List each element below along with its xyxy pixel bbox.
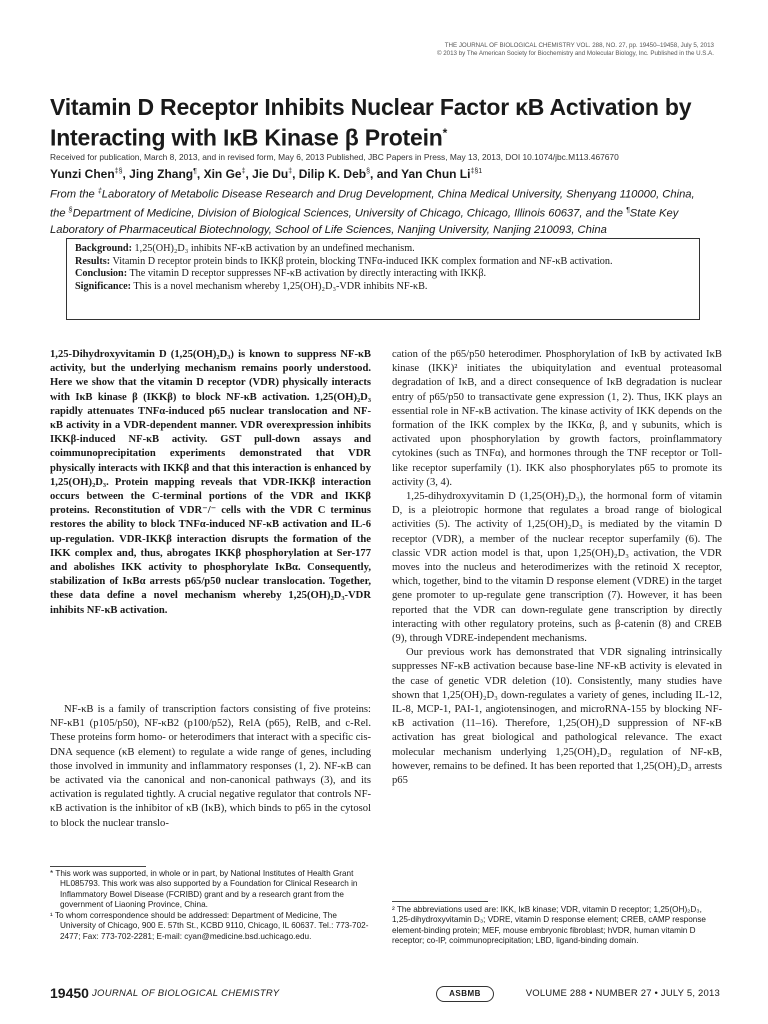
issue-info: VOLUME 288 • NUMBER 27 • JULY 5, 2013 [525, 988, 720, 999]
footnote-funding: * This work was supported, in whole or in part, by National Institutes of Health Grant HL085793. This work was also supported by a Foundation for Clinical Research in Inflammatory Bowel Disease (FCRIBD) grant and by a research grant from the government of Liaoning Province, China. [50, 869, 358, 909]
article-title [50, 94, 720, 151]
page-footer [50, 985, 720, 1003]
footnotes-left [50, 869, 371, 943]
page-number: 19450 [50, 985, 89, 1001]
intro-paragraph-1-cont: cation of the p65/p50 heterodimer. Phosphorylation of IκB by activated IκB kinase (IKK)² initiates the ubiquitylation and eventual proteasomal degradation of IκB, and a direct consequence of IκB degradation is nuclear entry of p65/p50 to transactivate gene expression (1, 2). Thus, IKK plays an essential role in NF-κB activation. The kinase activity of IKK depends on the formation of the IKK complex by the IKKα, β, and γ subunits, which is activated upon phosphorylation by growth factors, proinflammatory cytokines (such as TNFα), and hormones through the TNF receptor or Toll-like receptor superfamily (1). IKK also phosphorylates p65 to promote its activity (3, 4). [392, 349, 722, 488]
title-footnote-mark: * [442, 126, 448, 140]
summary-results: Results: Vitamin D receptor protein binds to IKKβ protein, blocking TNFα-induced IKK complex formation and NF-κB activation. [75, 255, 613, 267]
author-list: Yunzi Chen‡§, Jing Zhang¶, Xin Ge‡, Jie Du‡, Dilip K. Deb§, and Yan Chun Li$^{\ddagger\S 1}$ [50, 167, 483, 181]
author: Yunzi Chen‡§ [50, 167, 123, 181]
journal-citation-line: THE JOURNAL OF BIOLOGICAL CHEMISTRY VOL. 288, NO. 27, pp. 19450–19458, July 5, 2013 [444, 42, 714, 49]
footnote-divider [392, 901, 488, 902]
journal-name: JOURNAL OF BIOLOGICAL CHEMISTRY [92, 988, 280, 999]
summary-background: Background: 1,25(OH)₂D₃ inhibits NF-κB activation by an undefined mechanism. [75, 243, 415, 254]
abstract: 1,25-Dihydroxyvitamin D (1,25(OH)₂D₃) is known to suppress NF-κB activity, but the underlying mechanism remains poorly understood. Here we show that the vitamin D receptor (VDR) physically interacts with IκB kinase β (IKKβ) to block NF-κB activation. 1,25(OH)₂D₃ rapidly attenuates TNFα-induced p65 nuclear translocation and NF-κB activity in a VDR-dependent manner. VDR overexpression inhibits IKKβ-induced NF-κB activity. GST pull-down assays and coimmunoprecipitation experiments demonstrated that VDR physically interacts with IKKβ and that this interaction is enhanced by 1,25(OH)₂D₃. Protein mapping reveals that VDR-IKKβ interaction occurs between the C-terminal portions of the VDR and IKKβ proteins. Reconstitution of VDR⁻/⁻ cells with the VDR C terminus restores the ability to block TNFα-induced NF-κB activation and IL-6 up-regulation. VDR-IKKβ interaction disrupts the formation of the IKK complex and, thus, abrogates IKKβ phosphorylation at Ser-177 and abolishes IKK activity to phosphorylate IκBα. Consequently, stabilization of IκBα arrests p65/p50 nuclear translocation. Together, these data define a novel mechanism whereby 1,25(OH)₂D₃-VDR inhibits NF-κB activation. [50, 349, 371, 616]
intro-paragraph-1: NF-κB is a family of transcription factors consisting of five proteins: NF-κB1 (p105/p50), NF-κB2 (p100/p52), RelA (p65), RelB, and c-Rel. These proteins form homo- or heterodimers that interact with a specific cis-DNA sequence (κB element) to regulate a wide range of genes, including those involved in immunity and inflammatory responses (1, 2). NF-κB can be activated via the canonical and non-canonical pathways (3), and its activation is regulated tightly. A crucial negative regulator that controls NF-κB activation is the inhibitor of κB (IκB), which binds to p65 in the cytosol to block the nuclear translo- [50, 704, 371, 829]
left-column [50, 348, 371, 829]
journal-header [294, 42, 714, 58]
author: Dilip K. Deb§ [298, 167, 371, 181]
footnote-divider [50, 866, 146, 867]
intro-paragraph-3: Our previous work has demonstrated that VDR signaling intrinsically suppresses NF-κB activation because base-line NF-κB activity is elevated in the case of genetic VDR deletion (10). Consistently, many studies have shown that 1,25(OH)₂D₃ down-regulates a variety of genes, including IL-12, IL-8, MCP-1, PAI-1, angiotensinogen, and microRNA-155 by blocking NF-κB activation (11–16). Therefore, 1,25(OH)₂D suppression of NF-κB activation has great biological and pathological relevance. The exact molecular mechanism underlying 1,25(OH)₂D₃ regulation of NF-κB, however, remains to be defined. It has been reported that 1,25(OH)₂D₃ arrests p65 [392, 647, 722, 787]
summary-box [66, 238, 700, 320]
author: Xin Ge‡ [203, 167, 246, 181]
asbmb-logo: ASBMB [436, 986, 494, 1002]
summary-conclusion: Conclusion: The vitamin D receptor suppresses NF-κB activation by directly interacting with IKKβ. [75, 268, 487, 280]
right-column [392, 348, 722, 788]
title-line-2: Interacting with IκB Kinase β Protein [50, 124, 443, 151]
intro-paragraph-2: 1,25-dihydroxyvitamin D (1,25(OH)₂D₃), the hormonal form of vitamin D, is a pleiotropic hormone that regulates a broad range of biological activities (5). The activity of 1,25(OH)₂D₃ is mediated by the vitamin D receptor (VDR), a member of the nuclear receptor superfamily (6). The classic VDR action model is that, upon 1,25(OH)₂D₃ activation, the VDR moves into the nucleus and heterodimerizes with the retinoid X receptor, which, together, bind to the vitamin D response element (VDRE) in the target gene promoter to up-regulate gene transcription (7). However, it has been reported that the VDR can down-regulate gene transcription by directly interacting with other regulatory proteins, such as β-catenin (8) and CREB (9), through VDRE-independent mechanisms. [392, 491, 722, 645]
footnote-abbreviations: ² The abbreviations used are: IKK, IκB kinase; VDR, vitamin D receptor; 1,25(OH)₂D₃, 1,25-dihydroxyvitamin D₃; VDRE, vitamin D response element; CREB, cAMP response element-binding protein; MEF, mouse embryonic fibroblast; hVDR, human vitamin D receptor; co-IP, coimmunoprecipitation; LBD, ligand-binding domain. [392, 905, 706, 945]
author: Jie Du‡ [252, 167, 293, 181]
title-line-1: Vitamin D Receptor Inhibits Nuclear Factor κB Activation by [50, 94, 692, 120]
author: and Yan Chun Li$^{\ddagger\S 1}$ [376, 167, 483, 181]
author: Jing Zhang¶ [129, 167, 197, 181]
footnote-correspondence: ¹ To whom correspondence should be addressed: Department of Medicine, The University of Chicago, 900 E. 57th St., KCBD 9110, Chicago, IL 60637. Tel.: 773-702-2477; Fax: 773-702-2281; E-mail: cyan@medicine.bsd.uchicago.edu. [50, 911, 369, 941]
summary-significance: Significance: This is a novel mechanism whereby 1,25(OH)₂D₃-VDR inhibits NF-κB. [75, 280, 428, 292]
received-dates: Received for publication, March 8, 2013, and in revised form, May 6, 2013 Published, JBC Papers in Press, May 13, 2013, DOI 10.1074/jbc.M113.467670 [50, 152, 619, 162]
affiliations: From the ‡Laboratory of Metabolic Disease Research and Drug Development, China Medical University, Shenyang 110000, China, the §Department of Medicine, Division of Biological Sciences, University of Chicago, Chicago, Illinois 60637, and the ¶State Key Laboratory of Pharmaceutical Biotechnology, School of Life Sciences, Nanjing University, Nanjing 210093, China [50, 188, 695, 236]
copyright-line: © 2013 by The American Society for Biochemistry and Molecular Biology, Inc. Published in the U.S.A. [436, 50, 714, 57]
